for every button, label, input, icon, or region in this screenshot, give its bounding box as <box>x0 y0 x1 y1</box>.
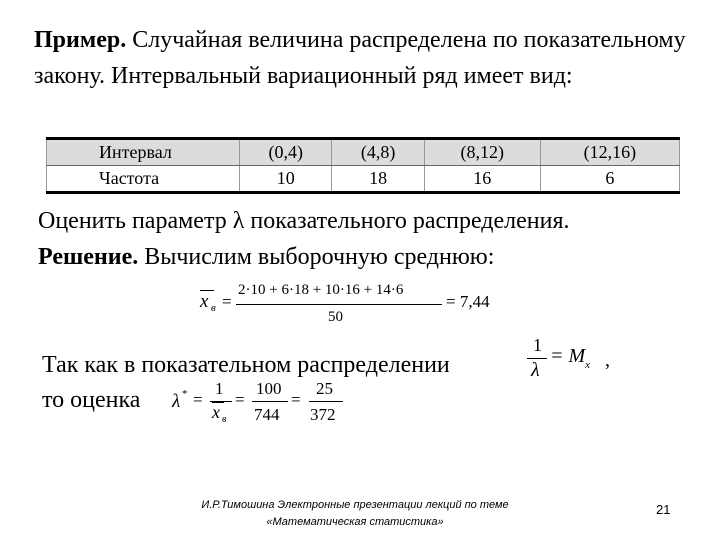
solution-text: Вычислим выборочную среднюю: <box>138 244 495 270</box>
row-header-frequency: Частота <box>47 166 240 193</box>
estimate-text: то оценка <box>42 387 141 413</box>
table-cell: 16 <box>424 166 540 193</box>
fraction-line <box>309 401 343 402</box>
formula-lhs: x <box>200 291 209 312</box>
equals-sign: = <box>291 390 301 409</box>
solution-label: Решение. <box>38 244 139 270</box>
fraction-denominator: 744 <box>254 405 280 424</box>
table-row <box>47 166 680 193</box>
denominator-subscript: в <box>222 414 227 425</box>
intro-text: Случайная величина распределена по показательному закону. Интервальный вариационный ряд имеет вид: <box>34 27 686 89</box>
fraction-denominator: x <box>212 402 220 422</box>
fraction-denominator: 372 <box>310 405 336 424</box>
since-text: Так как в показательном распределении <box>42 352 450 378</box>
equals-sign: = <box>193 390 203 409</box>
formula-result: = 7,44 <box>446 292 490 311</box>
rhs-main: = M <box>550 345 586 367</box>
fraction-numerator: 25 <box>316 379 333 398</box>
comma: , <box>605 349 610 371</box>
variation-series-table <box>46 137 680 194</box>
equals-sign: = <box>222 292 232 311</box>
solution-line <box>38 239 494 275</box>
table-cell: 6 <box>540 166 679 193</box>
expectation-formula <box>527 335 627 395</box>
fraction-line <box>236 304 442 305</box>
table-cell: (12,16) <box>540 139 679 166</box>
row-header-interval: Интервал <box>47 139 240 166</box>
fraction-line <box>252 401 288 402</box>
intro-paragraph <box>34 22 694 94</box>
footer-line-1: И.Р.Тимошина Электронные презентации лекций по теме <box>201 499 509 511</box>
footer-credits <box>150 497 560 531</box>
task-text: Оценить параметр λ показательного распределения. <box>38 208 570 234</box>
fraction-numerator: 100 <box>256 379 282 398</box>
fraction-numerator: 1 <box>533 335 542 355</box>
equals-sign: = <box>235 390 245 409</box>
table-cell: (4,8) <box>332 139 424 166</box>
table-cell: 18 <box>332 166 424 193</box>
table-cell: (8,12) <box>424 139 540 166</box>
example-label: Пример. <box>34 27 127 53</box>
formula-lhs-subscript: в <box>211 302 216 314</box>
fraction-numerator: 1 <box>215 379 224 398</box>
sample-mean-formula <box>200 282 500 332</box>
formula-denominator: 50 <box>328 309 343 325</box>
lambda-estimate-formula <box>172 378 372 434</box>
lambda-symbol: λ <box>172 391 181 412</box>
rhs-subscript: x <box>585 359 591 371</box>
formula-numerator: 2·10 + 6·18 + 10·16 + 14·6 <box>238 282 404 298</box>
footer-line-2: «Математическая статистика» <box>266 516 444 528</box>
table-row <box>47 139 680 166</box>
formula-rhs <box>550 345 591 371</box>
page-number: 21 <box>656 502 671 517</box>
fraction-denominator: λ <box>531 359 540 381</box>
star-superscript: * <box>182 388 188 400</box>
table-cell: 10 <box>240 166 332 193</box>
table-cell: (0,4) <box>240 139 332 166</box>
